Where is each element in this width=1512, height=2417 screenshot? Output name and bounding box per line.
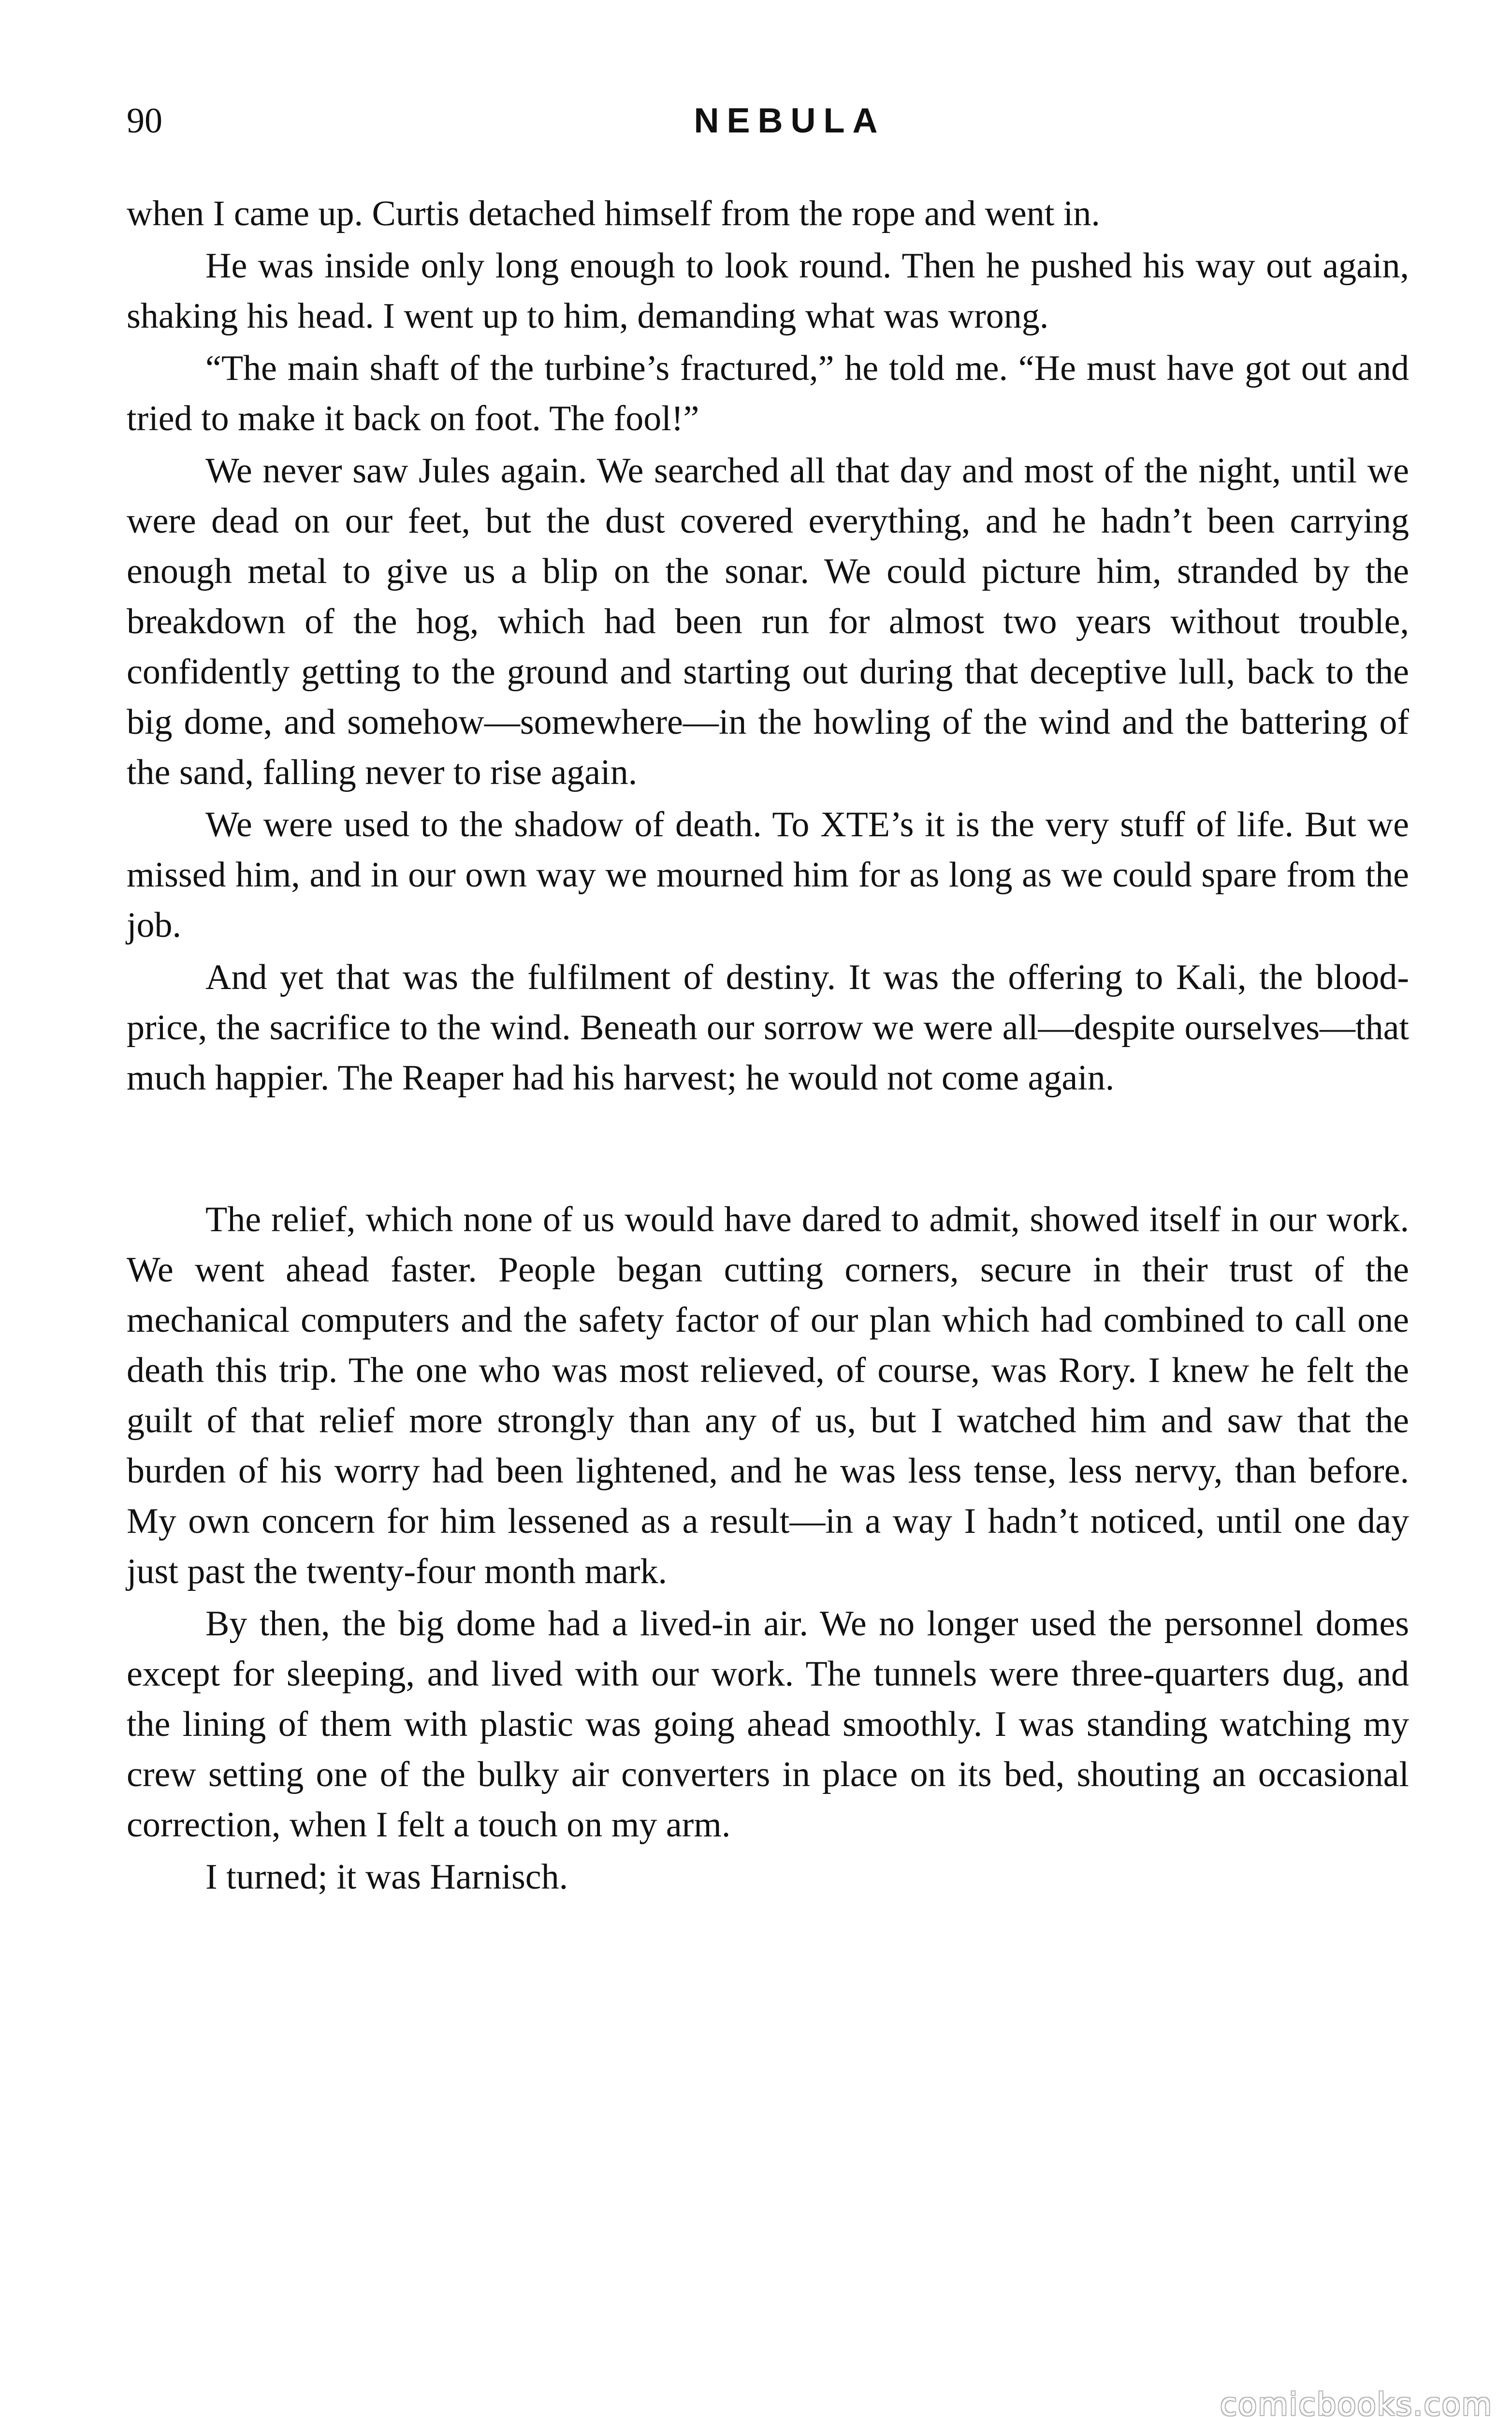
section-break — [127, 1105, 1409, 1194]
paragraph: I turned; it was Harnisch. — [205, 1857, 568, 1897]
paragraph: By then, the big dome had a lived-in air. We no longer used the personnel domes except for sleeping, and lived with our work. The tunnels were three-quarters dug, and the lining of them with plastic was going ahead smoothly. I was standing watching my crew setting one of the bulky air converters in place on its bed, shouting an occasional correction, when I felt a touch on my arm. — [127, 1604, 1409, 1845]
page-number: 90 — [127, 101, 162, 141]
page-header — [127, 92, 1409, 150]
watermark: comicbooks.com — [1220, 2387, 1493, 2417]
paragraph: And yet that was the fulfilment of destiny. It was the offering to Kali, the blood-price, the sacrifice to the wind. Beneath our sorrow we were all—despite ourselves—that much happier. The Reaper had his harvest; he would not come again. — [127, 958, 1409, 1098]
paragraph: We were used to the shadow of death. To XTE’s it is the very stuff of life. But we missed him, and in our own way we mourned him for as long as we could spare from the job. — [127, 805, 1409, 945]
running-title: NEBULA — [694, 102, 886, 140]
paragraph: We never saw Jules again. We searched all that day and most of the night, until we were dead on our feet, but the dust covered everything, and he hadn’t been carrying enough metal to give us a blip on the sonar. We could picture him, stranded by the breakdown of the hog, which had been run for almost two years without trouble, confidently getting to the ground and starting out during that deceptive lull, back to the big dome, and somehow—somewhere—in the howling of the wind and the battering of the sand, falling never to rise again. — [127, 451, 1409, 792]
paragraph: “The main shaft of the turbine’s fractured,” he told me. “He must have got out and tried to make it back on foot. The fool!” — [127, 349, 1409, 438]
paragraph: The relief, which none of us would have dared to admit, showed itself in our work. We went ahead faster. People began cutting corners, secure in their trust of the mechanical computers and the safety factor of our plan which had combined to call one death this trip. The one who was most relieved, of course, was Rory. I knew he felt the guilt of that relief more strongly than any of us, but I watched him and saw that the burden of his worry had been lightened, and he was less tense, less nervy, than before. My own concern for him lessened as a result—in a way I hadn’t noticed, until one day just past the twenty-four month mark. — [127, 1200, 1409, 1591]
body-text — [127, 189, 1409, 1904]
paragraph: He was inside only long enough to look round. Then he pushed his way out again, shaking his head. I went up to him, demanding what was wrong. — [127, 246, 1409, 336]
paragraph: when I came up. Curtis detached himself from the rope and went in. — [127, 194, 1100, 233]
